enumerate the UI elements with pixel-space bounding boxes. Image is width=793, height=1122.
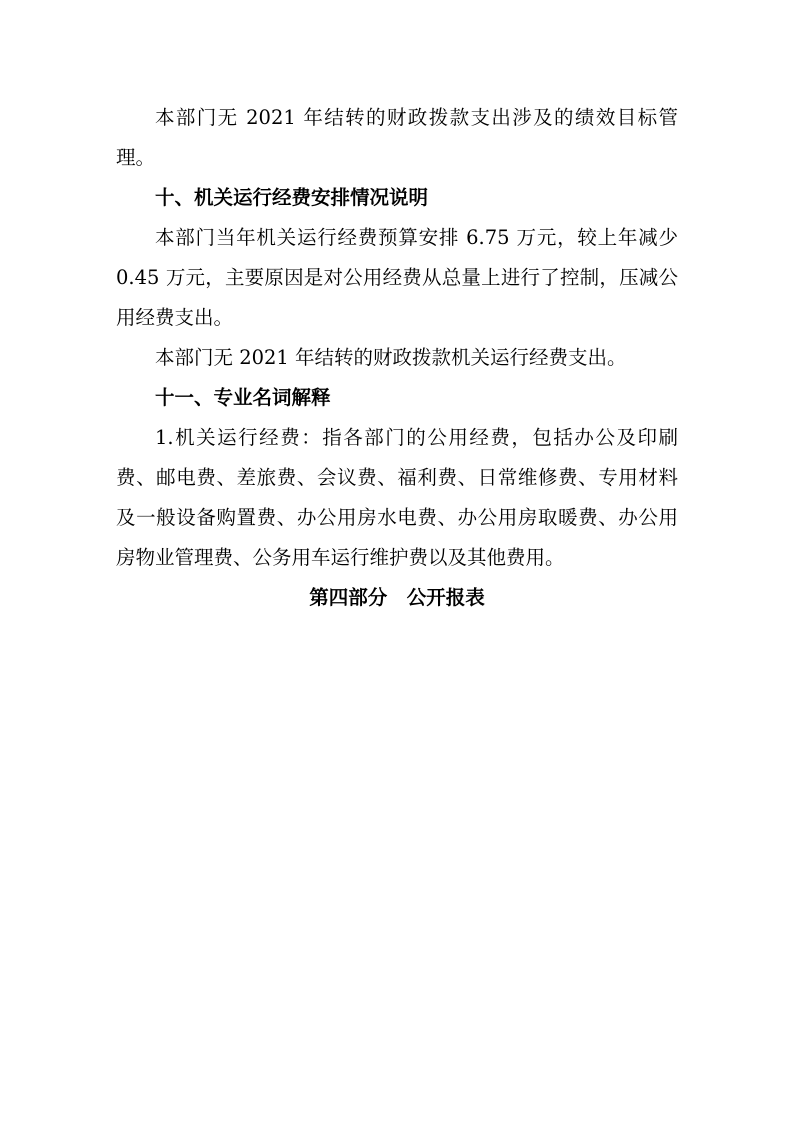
paragraph-operating-budget: 本部门当年机关运行经费预算安排 6.75 万元，较上年减少 0.45 万元，主要原因是对公用经费从总量上进行了控制，压减公用经费支出。 bbox=[116, 226, 678, 329]
paragraph-performance-goals: 本部门无 2021 年结转的财政拨款支出涉及的绩效目标管理。 bbox=[116, 106, 678, 169]
document-page bbox=[116, 98, 678, 618]
section-heading-glossary: 十一、专业名词解释 bbox=[155, 386, 331, 409]
part-title: 第四部分 公开报表 bbox=[309, 586, 485, 609]
section-heading-operating-expenses: 十、机关运行经费安排情况说明 bbox=[155, 186, 429, 209]
paragraph-glossary-definition: 1.机关运行经费：指各部门的公用经费，包括办公及印刷费、邮电费、差旅费、会议费、福利费、日常维修费、专用材料及一般设备购置费、办公用房水电费、办公用房取暖费、办公用房物业管理费、公务用车运行维护费以及其他费用。 bbox=[116, 426, 678, 569]
paragraph-carryover: 本部门无 2021 年结转的财政拨款机关运行经费支出。 bbox=[155, 346, 627, 369]
